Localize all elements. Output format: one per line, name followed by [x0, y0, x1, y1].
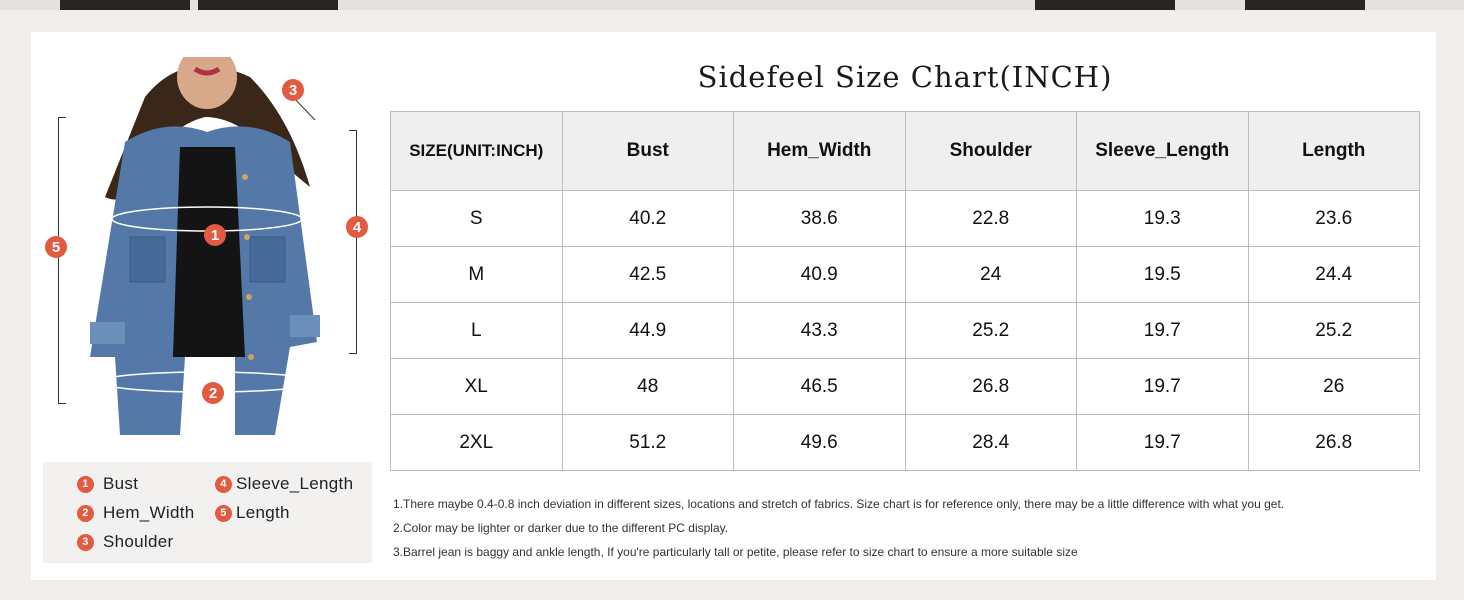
table-row	[391, 191, 1420, 247]
chart-title: Sidefeel Size Chart(INCH)	[697, 60, 1113, 94]
cell-sleeve-length: 19.7	[1077, 415, 1249, 471]
note-line: 1.There maybe 0.4-0.8 inch deviation in different sizes, locations and stretch of fabrics. Size chart is for reference only, there may be a little difference with what you get.	[393, 497, 1285, 511]
cell-size: M	[391, 247, 563, 303]
cell-hem-width: 40.9	[734, 247, 906, 303]
legend-number: 4	[215, 476, 232, 493]
cell-length: 26	[1248, 359, 1420, 415]
photo-fragment	[60, 0, 190, 10]
cell-bust: 40.2	[562, 191, 734, 247]
cell-size: 2XL	[391, 415, 563, 471]
size-chart-card	[31, 32, 1436, 580]
legend-item-length	[215, 503, 290, 523]
marker-2: 2	[202, 382, 224, 404]
cell-size: XL	[391, 359, 563, 415]
cell-length: 23.6	[1248, 191, 1420, 247]
cell-sleeve-length: 19.5	[1077, 247, 1249, 303]
header-bust: Bust	[562, 112, 734, 191]
header-sleeve-length: Sleeve_Length	[1077, 112, 1249, 191]
sleeve-length-bracket	[349, 130, 357, 354]
legend-number: 3	[77, 534, 94, 551]
cell-bust: 51.2	[562, 415, 734, 471]
legend-label: Hem_Width	[103, 503, 195, 522]
measurement-legend	[43, 462, 372, 563]
legend-item-bust	[77, 474, 138, 494]
legend-label: Length	[236, 503, 290, 522]
cell-length: 26.8	[1248, 415, 1420, 471]
cell-length: 24.4	[1248, 247, 1420, 303]
photo-fragment	[1035, 0, 1175, 10]
header-length: Length	[1248, 112, 1420, 191]
legend-number: 2	[77, 505, 94, 522]
note-line: 3.Barrel jean is baggy and ankle length, If you're particularly tall or petite, please refer to size chart to ensure a more suitable size	[393, 545, 1078, 559]
legend-label: Shoulder	[103, 532, 174, 551]
size-table	[390, 111, 1420, 471]
note-line: 2.Color may be lighter or darker due to the different PC display.	[393, 521, 729, 535]
table-row	[391, 247, 1420, 303]
cell-size: L	[391, 303, 563, 359]
cell-shoulder: 28.4	[905, 415, 1077, 471]
cell-bust: 42.5	[562, 247, 734, 303]
cell-shoulder: 24	[905, 247, 1077, 303]
length-bracket	[58, 117, 66, 404]
legend-label: Sleeve_Length	[236, 474, 354, 493]
legend-item-sleeve-length	[215, 474, 353, 494]
marker-4: 4	[346, 216, 368, 238]
header-size: SIZE(UNIT:INCH)	[391, 112, 563, 191]
top-photo-strip	[0, 0, 1464, 10]
cell-bust: 44.9	[562, 303, 734, 359]
photo-fragment	[198, 0, 338, 10]
table-row	[391, 303, 1420, 359]
size-notes	[393, 497, 1284, 569]
cell-bust: 48	[562, 359, 734, 415]
marker-1: 1	[204, 224, 226, 246]
cell-hem-width: 43.3	[734, 303, 906, 359]
cell-sleeve-length: 19.7	[1077, 303, 1249, 359]
legend-number: 1	[77, 476, 94, 493]
cell-shoulder: 26.8	[905, 359, 1077, 415]
cell-sleeve-length: 19.7	[1077, 359, 1249, 415]
table-header-row	[391, 112, 1420, 191]
cell-sleeve-length: 19.3	[1077, 191, 1249, 247]
photo-fragment	[1245, 0, 1365, 10]
legend-item-shoulder	[77, 532, 173, 552]
cell-hem-width: 38.6	[734, 191, 906, 247]
cell-shoulder: 25.2	[905, 303, 1077, 359]
header-shoulder: Shoulder	[905, 112, 1077, 191]
legend-label: Bust	[103, 474, 139, 493]
header-hem-width: Hem_Width	[734, 112, 906, 191]
legend-item-hem-width	[77, 503, 195, 523]
table-row	[391, 359, 1420, 415]
cell-hem-width: 46.5	[734, 359, 906, 415]
table-row	[391, 415, 1420, 471]
legend-number: 5	[215, 505, 232, 522]
cell-size: S	[391, 191, 563, 247]
marker-3: 3	[282, 79, 304, 101]
cell-hem-width: 49.6	[734, 415, 906, 471]
cell-shoulder: 22.8	[905, 191, 1077, 247]
marker-5: 5	[45, 236, 67, 258]
cell-length: 25.2	[1248, 303, 1420, 359]
